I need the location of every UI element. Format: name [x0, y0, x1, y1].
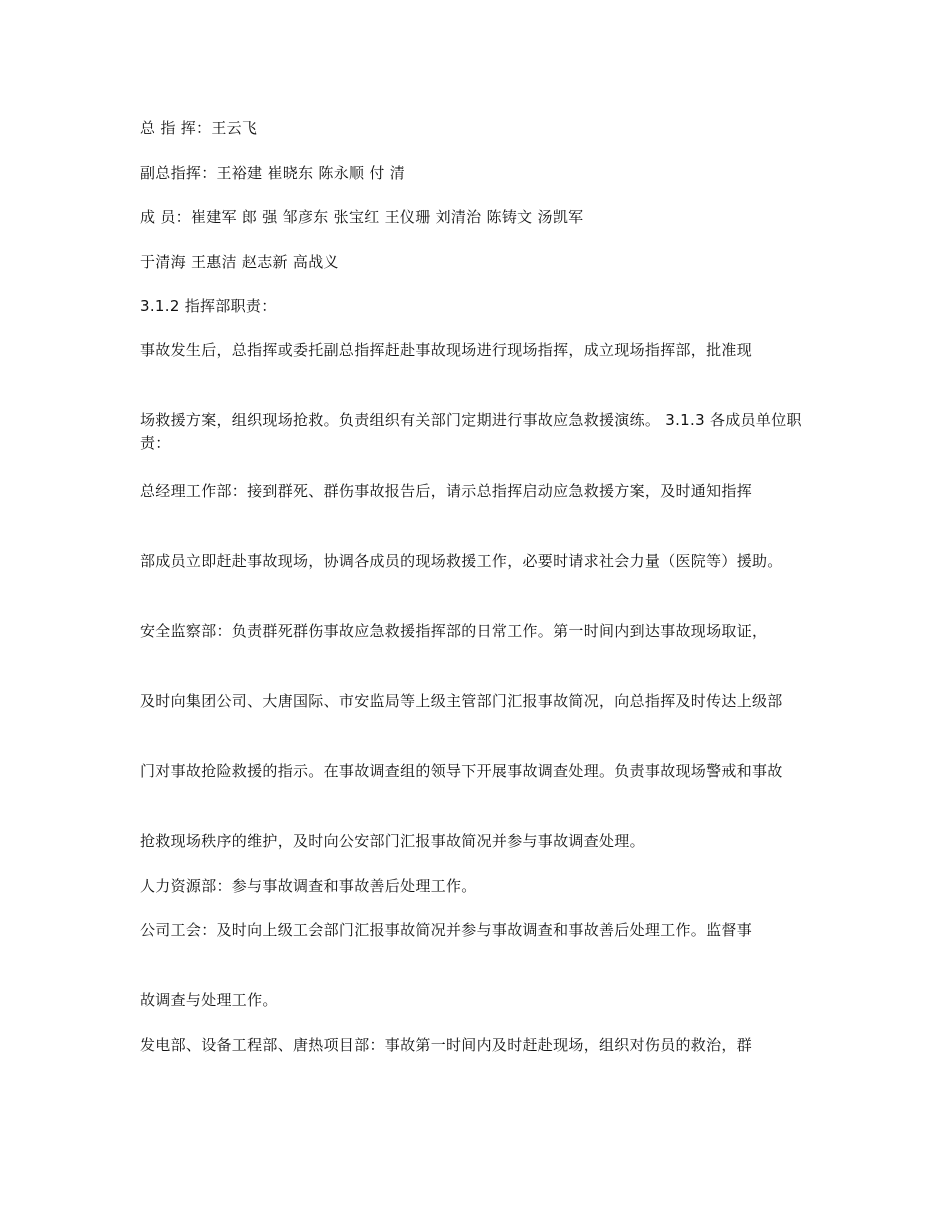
section-heading-3-1-2: 3.1.2 指挥部职责：	[140, 297, 277, 315]
paragraph-hr-dept: 人力资源部：参与事故调查和事故善后处理工作。	[140, 877, 477, 895]
paragraph-safety-dept-2: 及时向集团公司、大唐国际、市安监局等上级主管部门汇报事故简况，向总指挥及时传达上级部	[140, 692, 783, 710]
paragraph-safety-dept-1: 安全监察部：负责群死群伤事故应急救援指挥部的日常工作。第一时间内到达事故现场取证，	[140, 622, 768, 640]
paragraph-commander: 总 指 挥：王云飞	[140, 119, 258, 137]
paragraph-hq-duties-2: 场救援方案，组织现场抢救。负责组织有关部门定期进行事故应急救援演练。 3.1.3 各成员单位职责：	[140, 411, 802, 452]
paragraph-power-generation-dept: 发电部、设备工程部、唐热项目部：事故第一时间内及时赶赴现场，组织对伤员的救治，群	[140, 1036, 753, 1054]
paragraph-gm-office-2: 部成员立即赶赴事故现场，协调各成员的现场救援工作，必要时请求社会力量（医院等）援助。	[140, 552, 783, 570]
paragraph-deputy-commanders: 副总指挥：王裕建 崔晓东 陈永顺 付 清	[140, 164, 406, 182]
paragraph-members: 成 员：崔建军 郎 强 邹彦东 张宝红 王仪珊 刘清治 陈铸文 汤凯军	[140, 208, 584, 226]
paragraph-hq-duties-1: 事故发生后，总指挥或委托副总指挥赶赴事故现场进行现场指挥，成立现场指挥部，批准现	[140, 341, 753, 359]
paragraph-union-1: 公司工会：及时向上级工会部门汇报事故简况并参与事故调查和事故善后处理工作。监督事	[140, 921, 753, 939]
paragraph-members-continued: 于清海 王惠洁 赵志新 高战义	[140, 253, 339, 271]
paragraph-safety-dept-4: 抢救现场秩序的维护，及时向公安部门汇报事故简况并参与事故调查处理。	[140, 832, 645, 850]
paragraph-safety-dept-3: 门对事故抢险救援的指示。在事故调查组的领导下开展事故调查处理。负责事故现场警戒和事故	[140, 762, 783, 780]
paragraph-gm-office-1: 总经理工作部：接到群死、群伤事故报告后，请示总指挥启动应急救援方案，及时通知指挥	[140, 482, 753, 500]
paragraph-union-2: 故调查与处理工作。	[140, 991, 278, 1009]
